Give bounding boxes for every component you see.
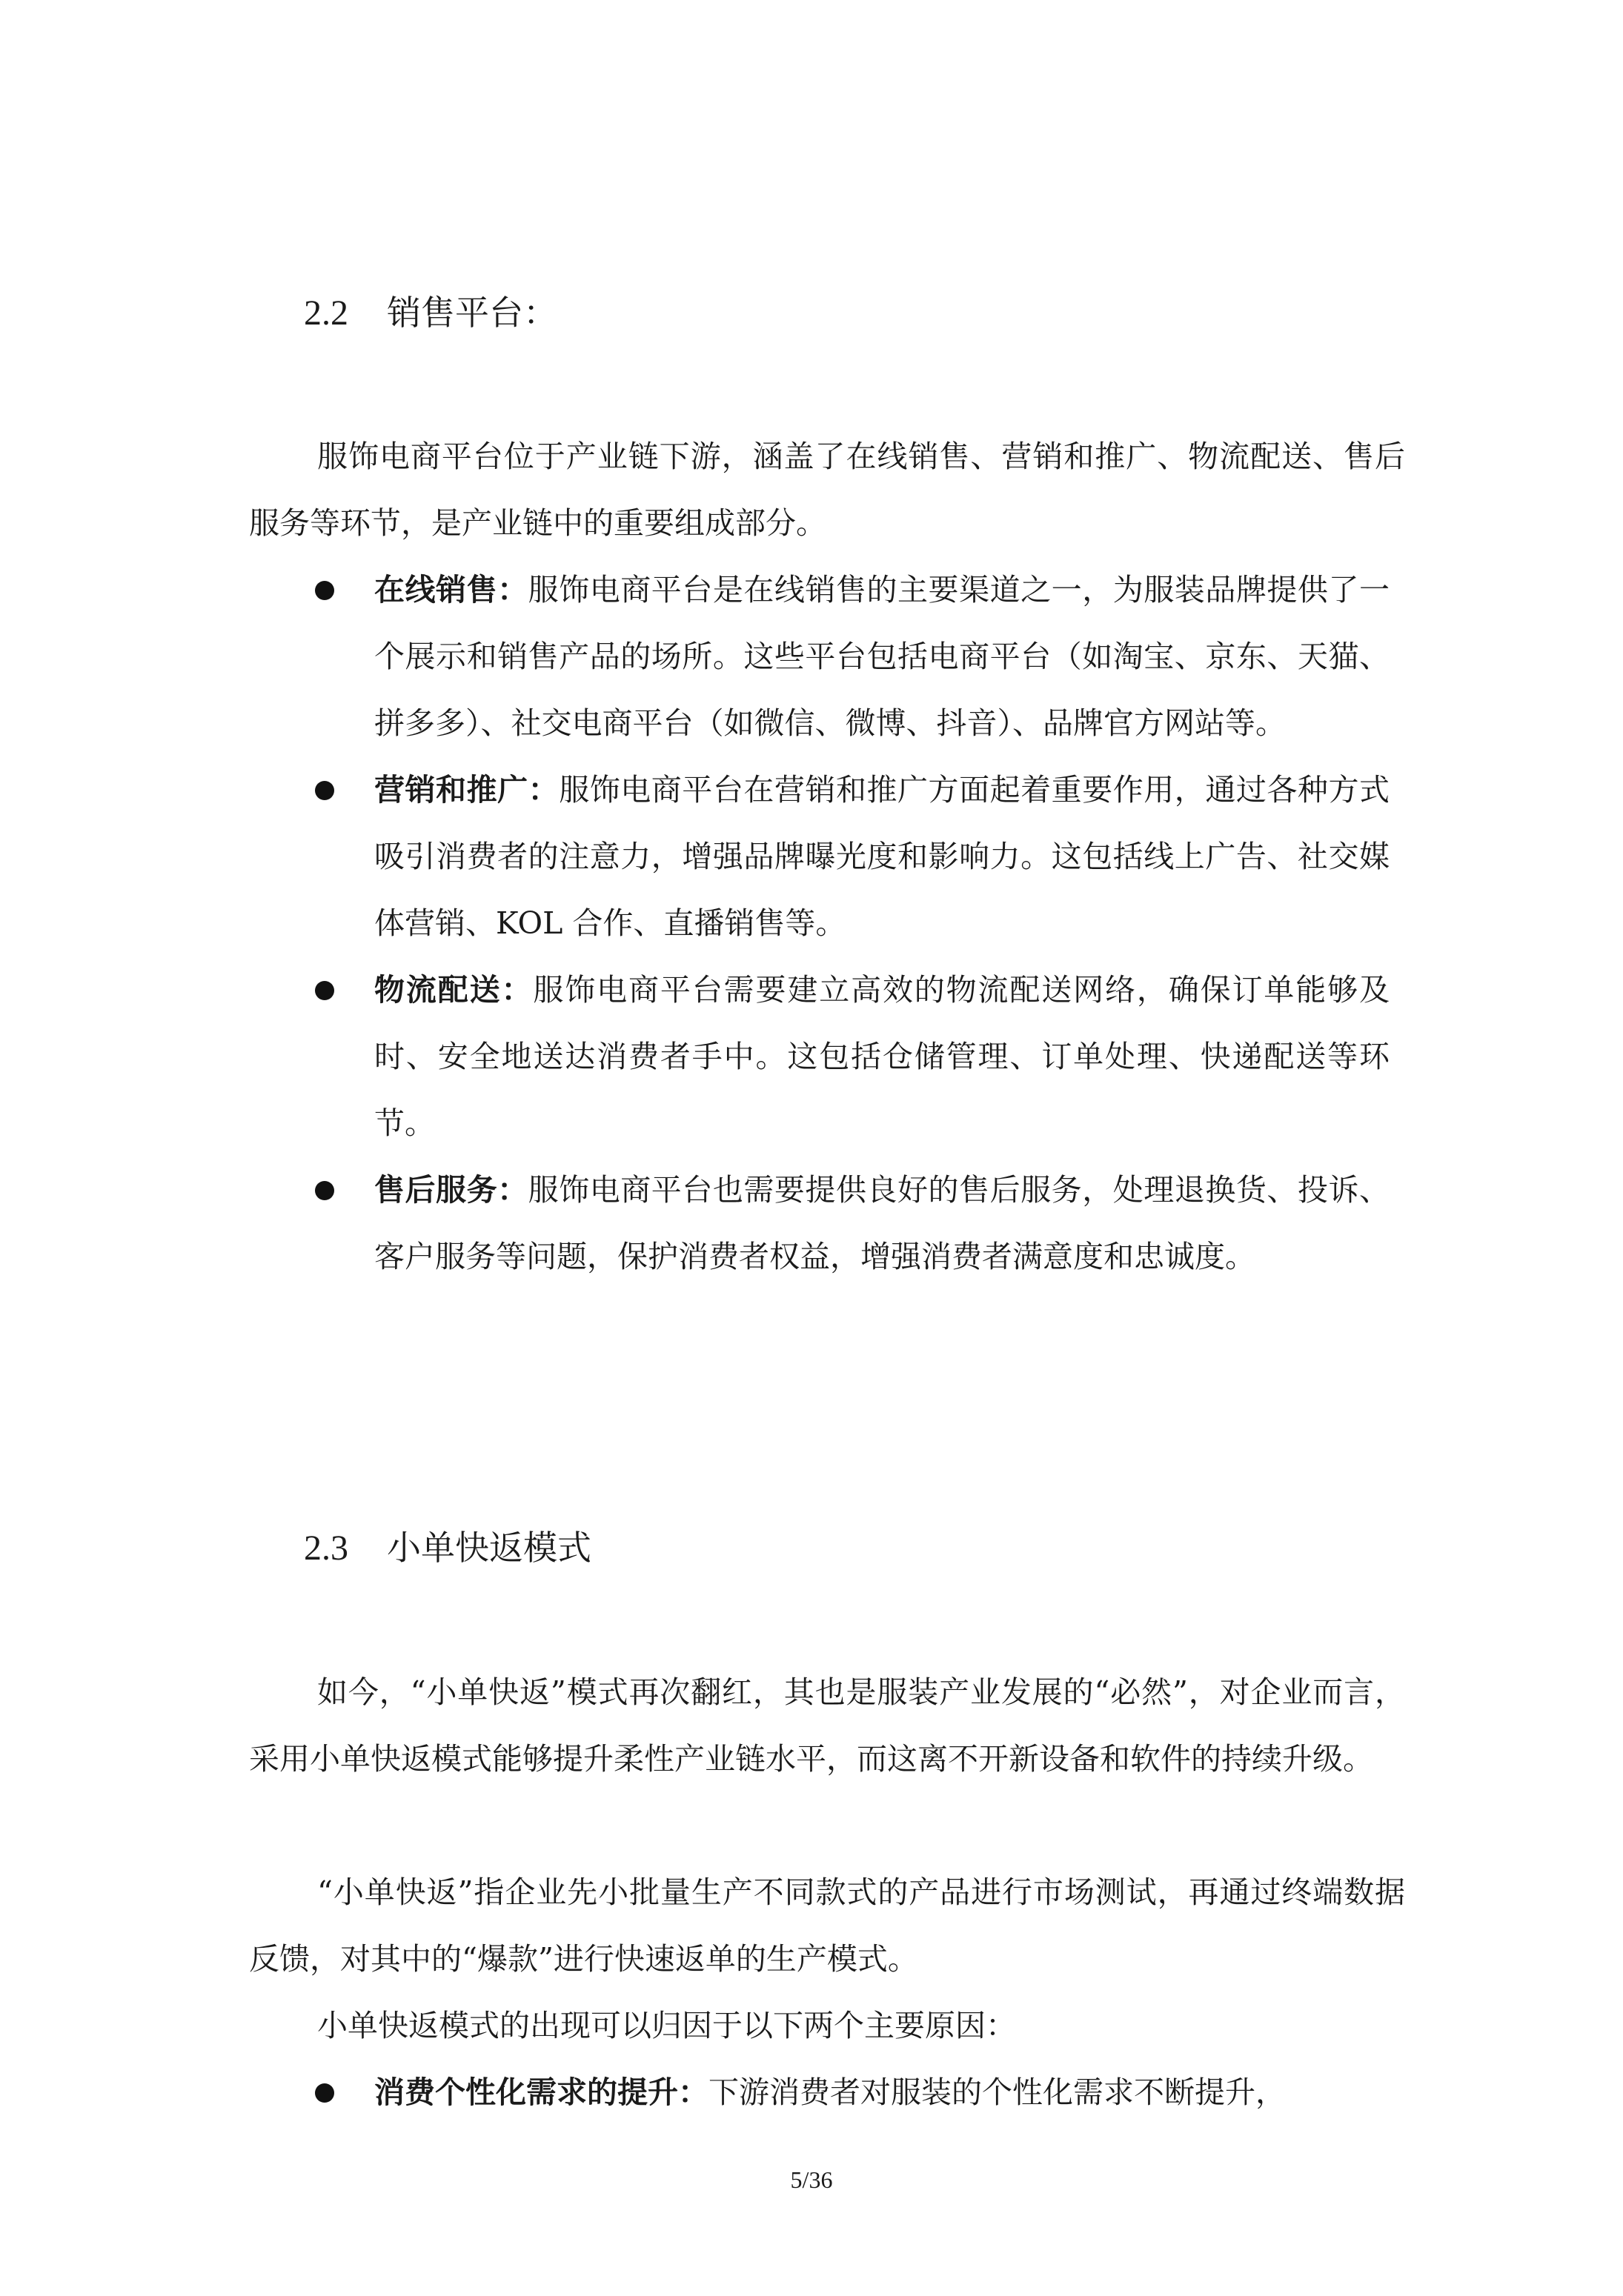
bullet-item-online-sales: [315, 556, 1390, 756]
bullet-text: 服饰电商平台在营销和推广方面起着重要作用，通过各种方式吸引消费者的注意力，增强品牌曝光度和影响力。这包括线上广告、社交媒体营销、KOL 合作、直播销售等。: [374, 772, 1390, 941]
bullet-icon: [315, 2083, 334, 2103]
section-number: 2.2: [304, 293, 348, 333]
bullet-icon: [315, 581, 334, 600]
bullet-term: 营销和推广：: [374, 772, 560, 808]
section-title: 小单快返模式: [387, 1528, 591, 1568]
bullet-item-personalization: [315, 2059, 1390, 2126]
bullet-text: 服饰电商平台也需要提供良好的售后服务，处理退换货、投诉、客户服务等问题，保护消费者权益，增强消费者满意度和忠诚度。: [374, 1172, 1390, 1274]
body-paragraph: 小单快返模式的出现可以归因于以下两个主要原因：: [317, 2008, 1016, 2043]
bullet-term: 在线销售：: [374, 572, 528, 608]
bullet-term: 售后服务：: [374, 1172, 528, 1208]
bullet-term: 消费个性化需求的提升：: [374, 2074, 708, 2110]
bullet-text: 下游消费者对服装的个性化需求不断提升，: [708, 2074, 1286, 2110]
intro-paragraph: 服饰电商平台位于产业链下游，涵盖了在线销售、营销和推广、物流配送、售后服务等环节，是产业链中的重要组成部分。: [249, 439, 1405, 541]
bullet-item-after-sales: [315, 1157, 1390, 1290]
bullet-icon: [315, 981, 334, 1000]
bullet-text: 服饰电商平台需要建立高效的物流配送网络，确保订单能够及时、安全地送达消费者手中。这包括仓储管理、订单处理、快递配送等环节。: [374, 972, 1390, 1141]
bullet-text: 服饰电商平台是在线销售的主要渠道之一，为服装品牌提供了一个展示和销售产品的场所。这些平台包括电商平台（如淘宝、京东、天猫、拼多多）、社交电商平台（如微信、微博、抖音）、品牌官方网站等。: [374, 572, 1390, 741]
body-paragraph: “小单快返”指企业先小批量生产不同款式的产品进行市场测试，再通过终端数据反馈，对其中的“爆款”进行快速返单的生产模式。: [249, 1874, 1405, 1977]
bullet-item-logistics: [315, 956, 1390, 1157]
section-heading-2-2: [304, 290, 557, 336]
bullet-icon: [315, 1181, 334, 1200]
body-paragraph: 如今，“小单快返”模式再次翻红，其也是服装产业发展的“必然”，对企业而言，采用小单快返模式能够提升柔性产业链水平，而这离不开新设备和软件的持续升级。: [249, 1674, 1405, 1777]
bullet-item-marketing: [315, 756, 1390, 956]
bullet-icon: [315, 781, 334, 800]
page-number: 5/36: [790, 2166, 833, 2193]
bullet-list-2-3: [315, 2059, 1390, 2126]
section-title: 销售平台：: [387, 293, 557, 333]
section-number: 2.3: [304, 1528, 348, 1568]
section-heading-2-3: [304, 1525, 591, 1571]
bullet-list-2-2: [315, 556, 1390, 1290]
bullet-term: 物流配送：: [374, 972, 534, 1008]
